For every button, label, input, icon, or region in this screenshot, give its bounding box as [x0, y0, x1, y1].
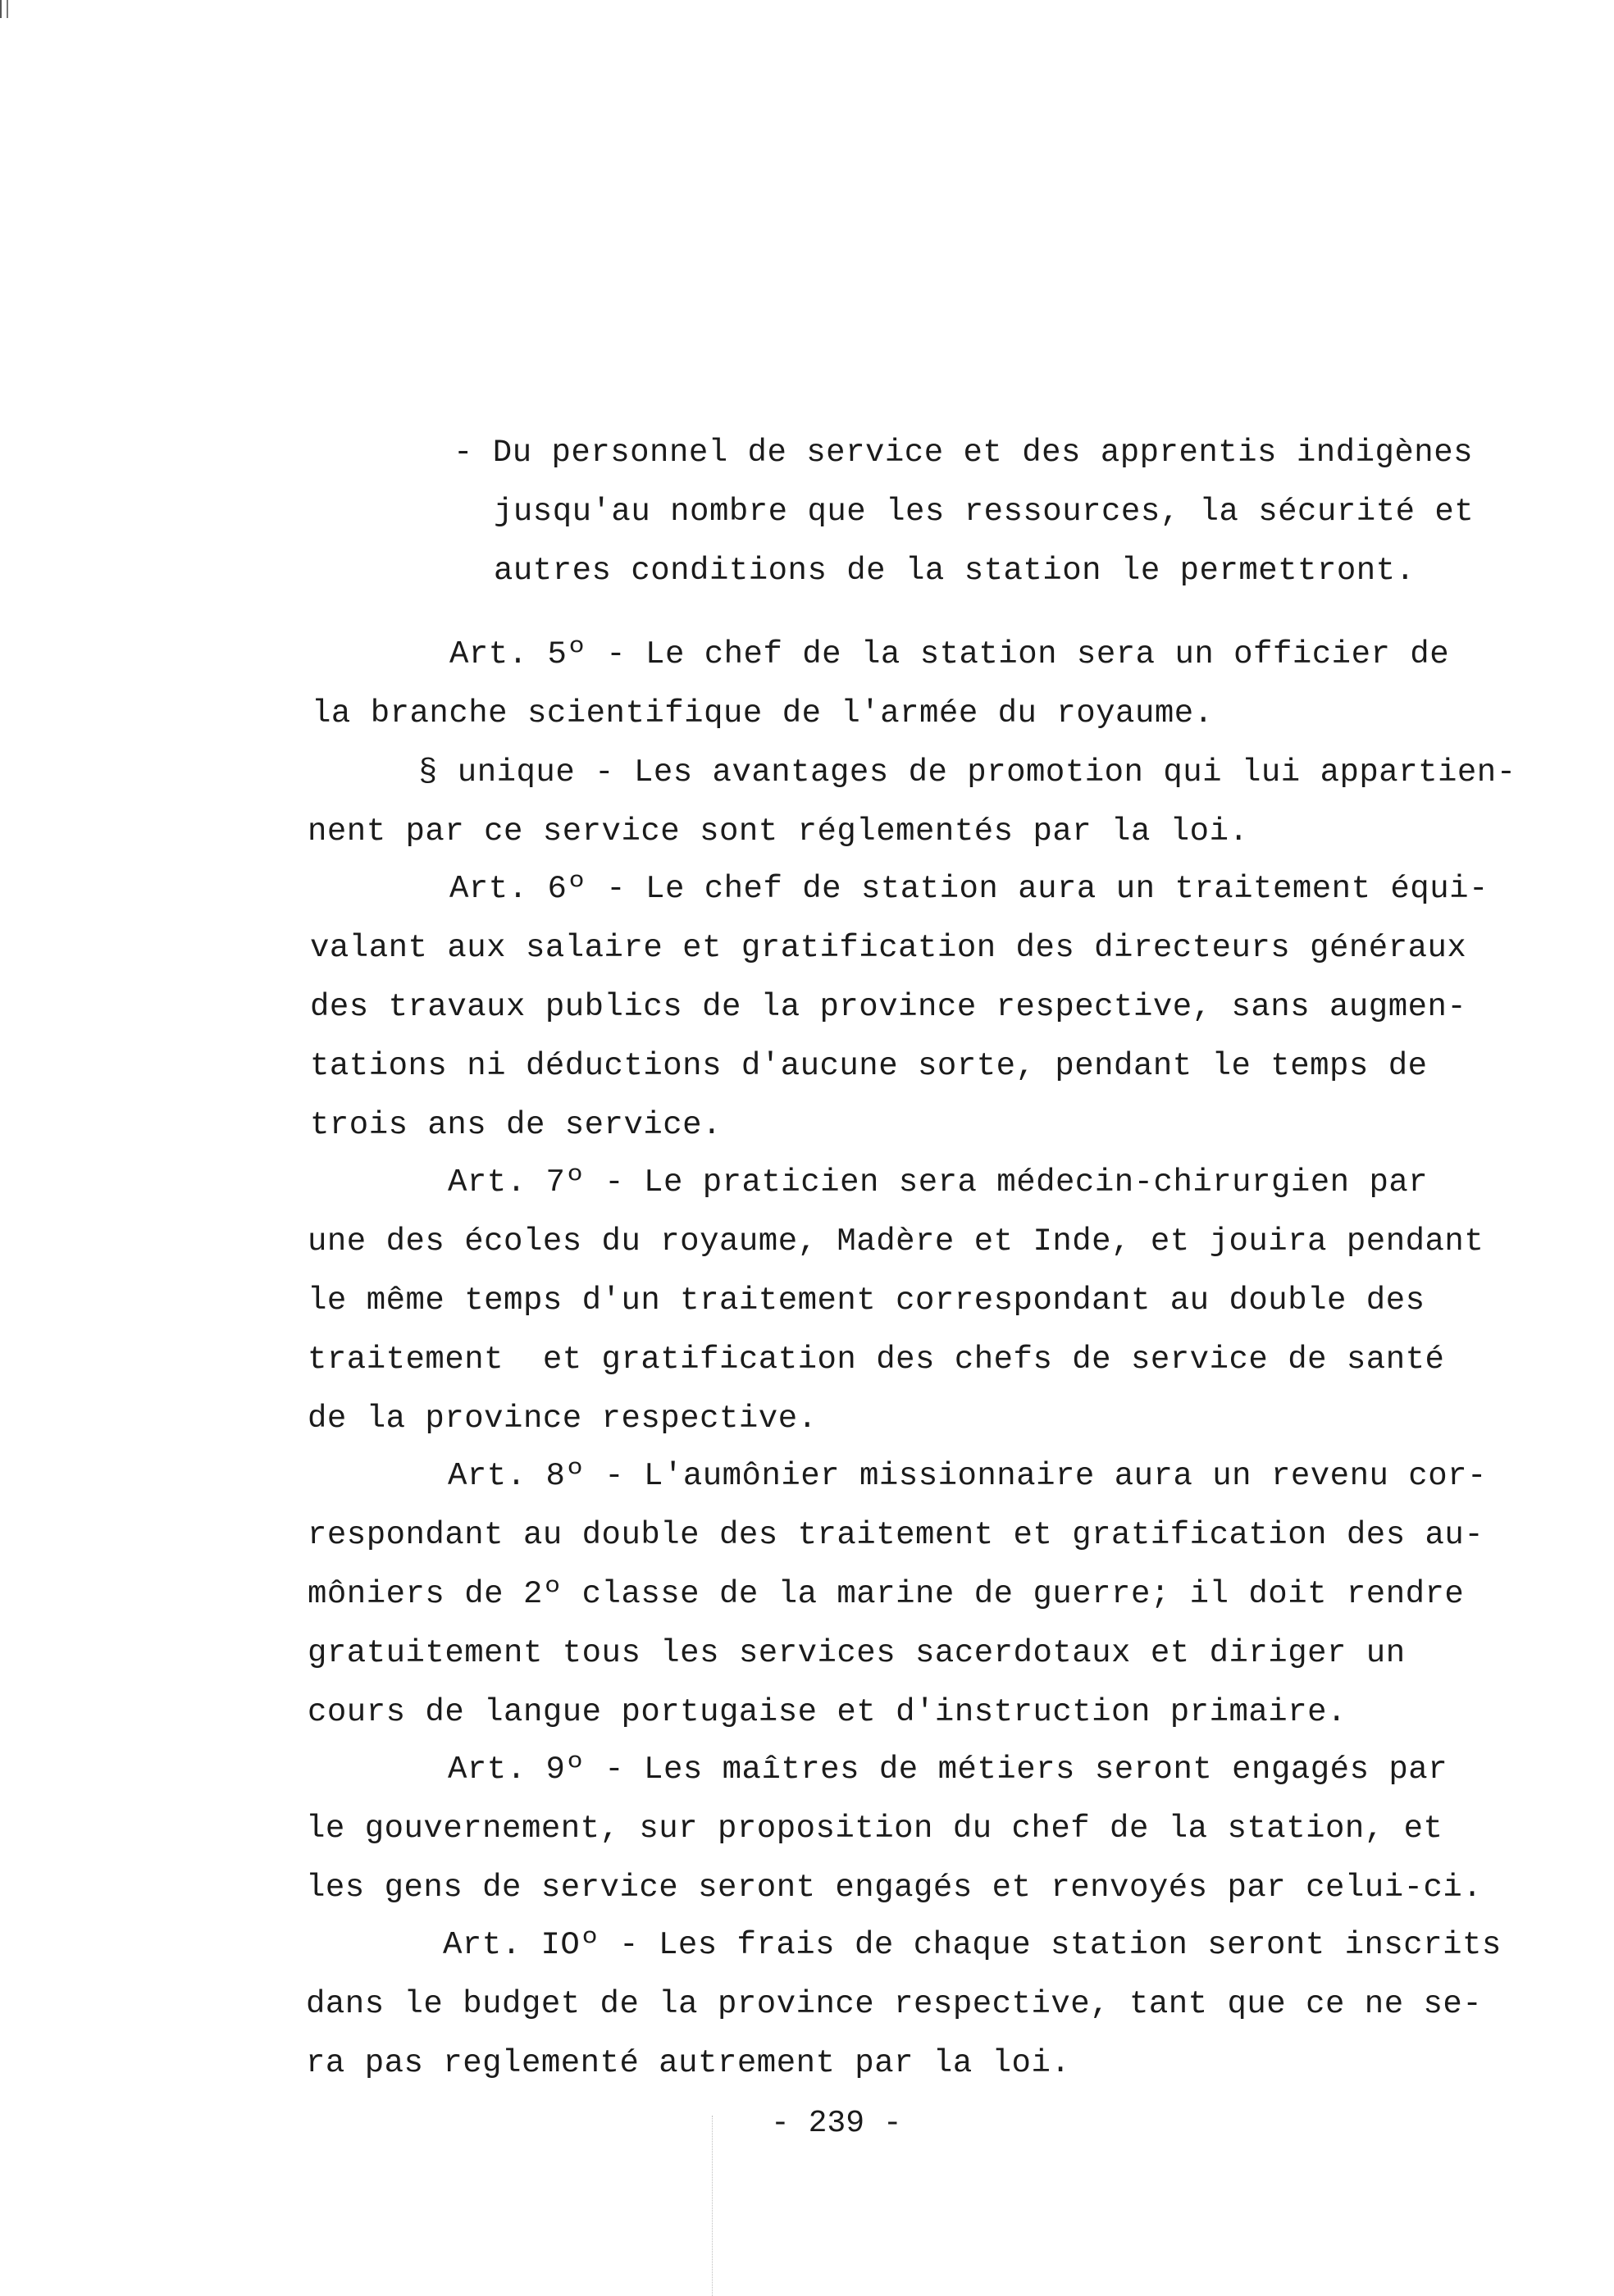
line-24: le gouvernement, sur proposition du chef de la station, et — [306, 1811, 1443, 1847]
line-17: de la province respective. — [308, 1401, 818, 1437]
line-09: valant aux salaire et gratification des directeurs généraux — [310, 930, 1467, 966]
line-20: môniers de 2º classe de la marine de guerre; il doit rendre — [308, 1576, 1465, 1612]
line-21: gratuitement tous les services sacerdotaux et diriger un — [308, 1635, 1406, 1671]
line-16: traitement et gratification des chefs de service de santé — [308, 1342, 1445, 1378]
fold-line — [712, 2116, 713, 2296]
line-25: les gens de service seront engagés et renvoyés par celui-ci. — [306, 1870, 1483, 1906]
line-05: la branche scientifique de l'armée du royaume. — [312, 695, 1214, 731]
line-04: Art. 5º - Le chef de la station sera un officier de — [449, 636, 1450, 672]
line-02: jusqu'au nombre que les ressources, la sécurité et — [494, 494, 1475, 530]
line-12: trois ans de service. — [310, 1107, 722, 1143]
line-26: Art. IOº - Les frais de chaque station seront inscrits — [443, 1927, 1502, 1963]
line-03: autres conditions de la station le permettront. — [494, 553, 1416, 589]
line-18: Art. 8º - L'aumônier missionnaire aura un revenu cor- — [448, 1458, 1487, 1494]
line-10: des travaux publics de la province respective, sans augmen- — [310, 989, 1467, 1025]
line-28: ra pas reglementé autrement par la loi. — [306, 2045, 1071, 2081]
line-27: dans le budget de la province respective, tant que ce ne se- — [306, 1986, 1483, 2022]
line-08: Art. 6º - Le chef de station aura un traitement équi- — [449, 871, 1489, 907]
line-19: respondant au double des traitement et gratification des au- — [308, 1517, 1484, 1553]
line-23: Art. 9º - Les maîtres de métiers seront engagés par — [448, 1752, 1448, 1788]
line-15: le même temps d'un traitement correspondant au double des — [308, 1282, 1425, 1319]
line-14: une des écoles du royaume, Madère et Inde, et jouira pendant — [308, 1223, 1484, 1260]
line-11: tations ni déductions d'aucune sorte, pendant le temps de — [310, 1048, 1428, 1084]
line-07: nent par ce service sont réglementés par la loi. — [308, 813, 1249, 850]
line-06: § unique - Les avantages de promotion qui lui appartien- — [418, 754, 1516, 790]
scan-edge-mark — [0, 0, 8, 18]
line-13: Art. 7º - Le praticien sera médecin-chirurgien par — [448, 1164, 1429, 1200]
line-22: cours de langue portugaise et d'instruction primaire. — [308, 1694, 1347, 1730]
page-number: - 239 - — [771, 2106, 902, 2141]
line-01: - Du personnel de service et des apprentis indigènes — [454, 435, 1473, 471]
